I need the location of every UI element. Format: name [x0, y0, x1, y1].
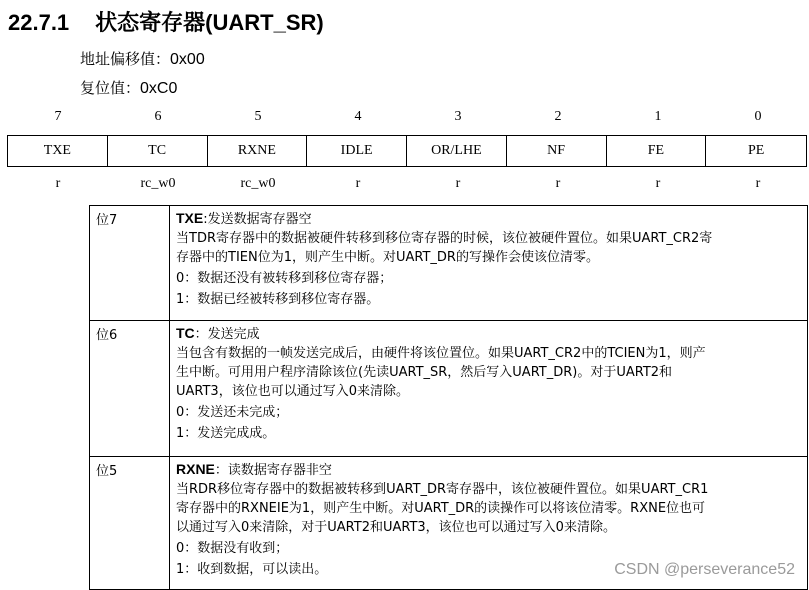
watermark-text: CSDN @perseverance52 [614, 561, 795, 578]
value-line: 1：数据已经被转移到移位寄存器。 [176, 292, 380, 307]
bit-description-table [89, 205, 808, 590]
access-cell: r [655, 176, 661, 191]
bit-label: 位5 [90, 457, 170, 590]
access-cell: rc_w0 [240, 176, 276, 191]
field-cell: IDLE [307, 136, 407, 166]
bit-number: 5 [254, 109, 262, 124]
bit-label: 位7 [90, 206, 170, 321]
bit-number: 6 [154, 109, 162, 124]
description-line: 生中断。可用用户程序清除该位(先读UART_SR，然后写入UART_DR)。对于UART2和 [176, 365, 673, 380]
offset-value: 0x00 [170, 51, 205, 68]
field-cell: PE [747, 143, 765, 158]
bit-number: 0 [754, 109, 762, 124]
field-title [176, 209, 801, 229]
field-cell: OR/LHE [407, 136, 507, 166]
field-summary: :发送数据寄存器空 [203, 212, 312, 227]
section-heading [8, 6, 324, 37]
access-cell: r [55, 176, 61, 191]
value-line: 1：发送完成成。 [176, 426, 276, 441]
field-cell: NF [507, 136, 607, 166]
field-name: RXNE [176, 461, 215, 477]
table-row [90, 321, 808, 457]
value-line: 0：数据没有收到； [176, 541, 289, 556]
bit-description [170, 321, 808, 457]
bit-number: 3 [454, 109, 462, 124]
field-title [176, 460, 801, 480]
value-line: 1：收到数据，可以读出。 [176, 562, 328, 577]
field-cell: FE [607, 136, 707, 166]
value-line: 0：发送还未完成； [176, 405, 289, 420]
bit-description [170, 206, 808, 321]
bit-number: 7 [54, 109, 62, 124]
access-row [8, 176, 808, 192]
description-line: 寄存器中的RXNEIE为1，则产生中断。对UART_DR的读操作可以将该位清零。RXNE位也可 [176, 501, 706, 516]
access-cell: r [455, 176, 461, 191]
description-line: 当TDR寄存器中的数据被硬件转移到移位寄存器的时候，该位被硬件置位。如果UART_CR2寄 [176, 231, 713, 246]
access-cell: rc_w0 [140, 176, 176, 191]
bit-number: 4 [354, 109, 362, 124]
description-line: 当RDR移位寄存器中的数据被转移到UART_DR寄存器中，该位被硬件置位。如果UART_CR1 [176, 482, 709, 497]
field-name: TC [176, 325, 195, 341]
field-cell: RXNE [208, 136, 308, 166]
register-field-row [7, 135, 807, 167]
field-cell: TXE [8, 136, 108, 166]
field-name: TXE [176, 210, 204, 226]
description-line: 存器中的TIEN位为1，则产生中断。对UART_DR的写操作会使该位清零。 [176, 250, 599, 265]
access-cell: r [755, 176, 761, 191]
description-line: 当包含有数据的一帧发送完成后，由硬件将该位置位。如果UART_CR2中的TCIEN为1，则产 [176, 346, 706, 361]
description-line: 以通过写入0来清除，对于UART2和UART3，该位也可以通过写入0来清除。 [176, 520, 616, 535]
field-cell: TC [108, 136, 208, 166]
bit-number: 2 [554, 109, 562, 124]
table-row [90, 206, 808, 321]
value-line: 0：数据还没有被转移到移位寄存器； [176, 271, 393, 286]
bit-number-row [8, 109, 808, 125]
bit-label: 位6 [90, 321, 170, 457]
offset-label: 地址偏移值： [80, 50, 171, 68]
access-cell: r [555, 176, 561, 191]
description-line: UART3，该位也可以通过写入0来清除。 [176, 384, 409, 399]
section-title: 状态寄存器(UART_SR) [95, 10, 324, 35]
access-cell: r [355, 176, 361, 191]
reset-value: 0xC0 [140, 80, 178, 97]
reset-line [80, 77, 177, 98]
field-summary: ：发送完成 [194, 327, 260, 342]
section-number: 22.7.1 [8, 10, 70, 35]
reset-label: 复位值： [80, 79, 141, 97]
offset-line [80, 48, 205, 69]
bit-number: 1 [654, 109, 662, 124]
field-summary: ：读数据寄存器非空 [214, 463, 332, 478]
field-title [176, 324, 801, 344]
